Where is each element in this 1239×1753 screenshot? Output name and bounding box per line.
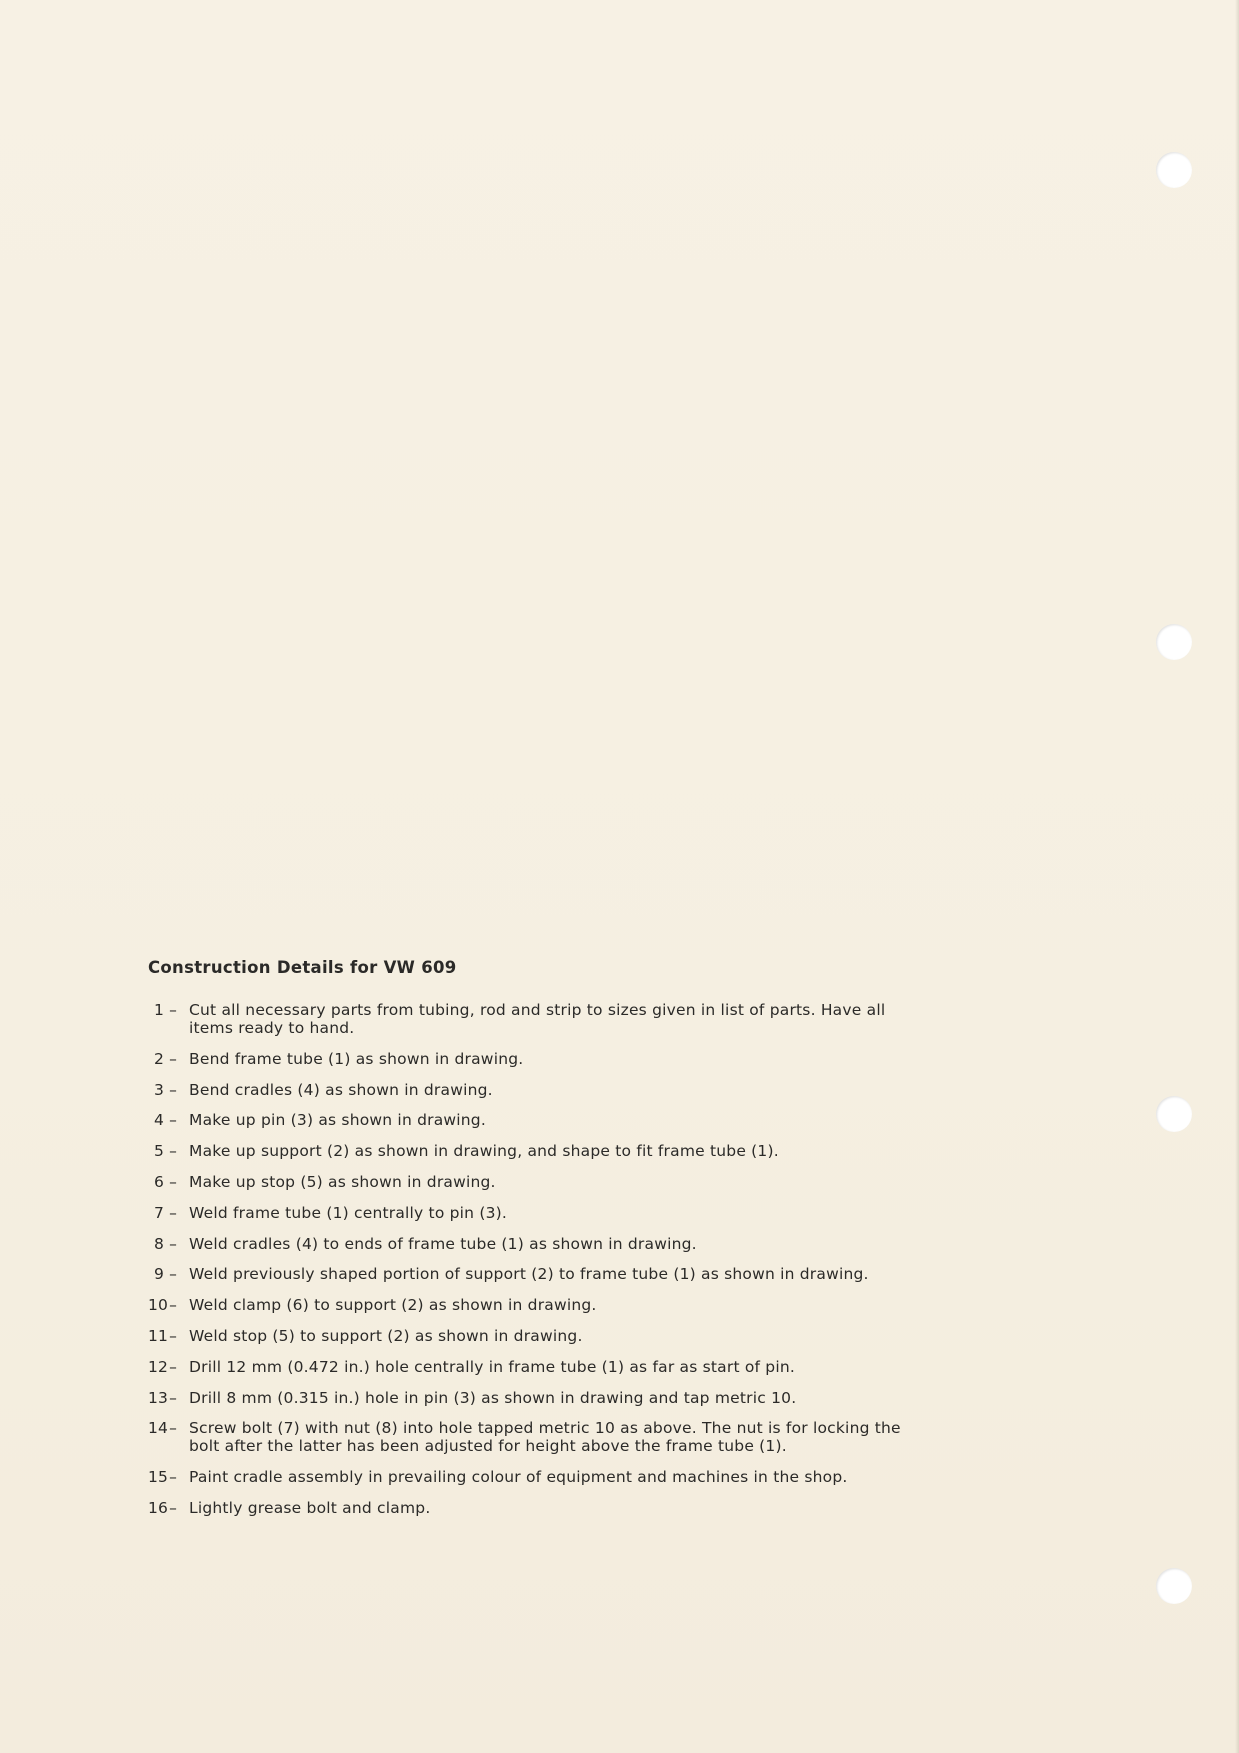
step-number xyxy=(148,1081,188,1099)
step-number-value: 3 xyxy=(153,1080,164,1099)
step-text: Weld previously shaped portion of support (2) to frame tube (1) as shown in drawing. xyxy=(189,1265,869,1284)
step-number-value: 8 xyxy=(153,1234,164,1253)
step-number xyxy=(148,1142,188,1160)
list-item xyxy=(148,1358,908,1376)
step-number-value: 10 xyxy=(148,1296,169,1315)
step-dash: – xyxy=(169,1388,178,1407)
step-number-value: 11 xyxy=(148,1326,169,1345)
list-item xyxy=(148,1419,908,1455)
list-item xyxy=(148,1081,908,1099)
list-item xyxy=(148,1001,908,1037)
step-number xyxy=(148,1001,188,1019)
step-text: Weld stop (5) to support (2) as shown in drawing. xyxy=(189,1326,583,1345)
step-dash: – xyxy=(169,1234,178,1253)
step-text: Make up stop (5) as shown in drawing. xyxy=(189,1172,496,1191)
step-dash: – xyxy=(169,1468,178,1487)
step-number xyxy=(148,1389,188,1407)
step-number xyxy=(148,1111,188,1129)
step-dash: – xyxy=(169,1498,178,1517)
step-number-value: 1 xyxy=(153,1001,164,1019)
step-dash: – xyxy=(169,1111,178,1130)
step-number xyxy=(148,1173,188,1191)
step-number xyxy=(148,1204,188,1222)
punch-hole xyxy=(1156,624,1192,660)
list-item xyxy=(148,1235,908,1253)
step-number-value: 15 xyxy=(148,1468,169,1487)
list-item xyxy=(148,1050,908,1068)
punch-hole xyxy=(1156,152,1192,188)
list-item xyxy=(148,1173,908,1191)
step-number xyxy=(148,1296,188,1314)
step-number-value: 12 xyxy=(148,1357,169,1376)
list-item xyxy=(148,1499,908,1517)
step-dash: – xyxy=(169,1203,178,1222)
step-number-value: 5 xyxy=(153,1142,164,1161)
step-dash: – xyxy=(169,1142,178,1161)
punch-hole xyxy=(1156,1096,1192,1132)
step-number-value: 4 xyxy=(153,1111,164,1130)
page-edge-shadow xyxy=(1235,0,1239,1753)
list-item xyxy=(148,1111,908,1129)
step-number xyxy=(148,1235,188,1253)
step-number xyxy=(148,1468,188,1486)
construction-details xyxy=(148,958,908,1530)
step-dash: – xyxy=(169,1080,178,1099)
step-text: Weld clamp (6) to support (2) as shown in drawing. xyxy=(189,1296,597,1315)
steps-list xyxy=(148,1001,908,1517)
step-number-value: 14 xyxy=(148,1419,169,1438)
list-item xyxy=(148,1389,908,1407)
step-text: Lightly grease bolt and clamp. xyxy=(189,1498,431,1517)
list-item xyxy=(148,1327,908,1345)
step-number xyxy=(148,1358,188,1376)
step-number-value: 16 xyxy=(148,1498,169,1517)
step-text: Bend cradles (4) as shown in drawing. xyxy=(189,1080,493,1099)
step-number-value: 13 xyxy=(148,1388,169,1407)
step-text: Paint cradle assembly in prevailing colour of equipment and machines in the shop. xyxy=(189,1468,848,1487)
step-dash: – xyxy=(169,1419,178,1438)
list-item xyxy=(148,1204,908,1222)
step-dash: – xyxy=(169,1049,178,1068)
step-text: Drill 12 mm (0.472 in.) hole centrally in frame tube (1) as far as start of pin. xyxy=(189,1357,796,1376)
step-number xyxy=(148,1499,188,1517)
step-text: Make up pin (3) as shown in drawing. xyxy=(189,1111,486,1130)
step-number xyxy=(148,1050,188,1068)
step-number xyxy=(148,1419,188,1437)
step-dash: – xyxy=(169,1326,178,1345)
step-dash: – xyxy=(169,1296,178,1315)
step-number xyxy=(148,1327,188,1345)
list-item xyxy=(148,1296,908,1314)
step-text: Weld frame tube (1) centrally to pin (3). xyxy=(189,1203,508,1222)
step-dash: – xyxy=(169,1357,178,1376)
step-text: Cut all necessary parts from tubing, rod and strip to sizes given in list of parts. Have all items ready to hand. xyxy=(189,1001,886,1037)
list-item xyxy=(148,1468,908,1486)
list-item xyxy=(148,1142,908,1160)
step-number-value: 7 xyxy=(153,1203,164,1222)
punch-hole xyxy=(1156,1568,1192,1604)
page-title: Construction Details for VW 609 xyxy=(148,958,457,977)
step-text: Bend frame tube (1) as shown in drawing. xyxy=(189,1049,524,1068)
step-number-value: 9 xyxy=(153,1265,164,1284)
step-number-value: 6 xyxy=(153,1172,164,1191)
step-number-value: 2 xyxy=(153,1049,164,1068)
step-text: Make up support (2) as shown in drawing, and shape to fit frame tube (1). xyxy=(189,1142,779,1161)
step-text: Weld cradles (4) to ends of frame tube (1) as shown in drawing. xyxy=(189,1234,697,1253)
list-item xyxy=(148,1265,908,1283)
step-dash: – xyxy=(169,1265,178,1284)
step-dash: – xyxy=(169,1172,178,1191)
step-text: Drill 8 mm (0.315 in.) hole in pin (3) as shown in drawing and tap metric 10. xyxy=(189,1388,797,1407)
step-text: Screw bolt (7) with nut (8) into hole tapped metric 10 as above. The nut is for locking the bolt after the latter has been adjusted for height above the frame tube (1). xyxy=(189,1419,901,1456)
step-dash: – xyxy=(169,1001,178,1019)
step-number xyxy=(148,1265,188,1283)
